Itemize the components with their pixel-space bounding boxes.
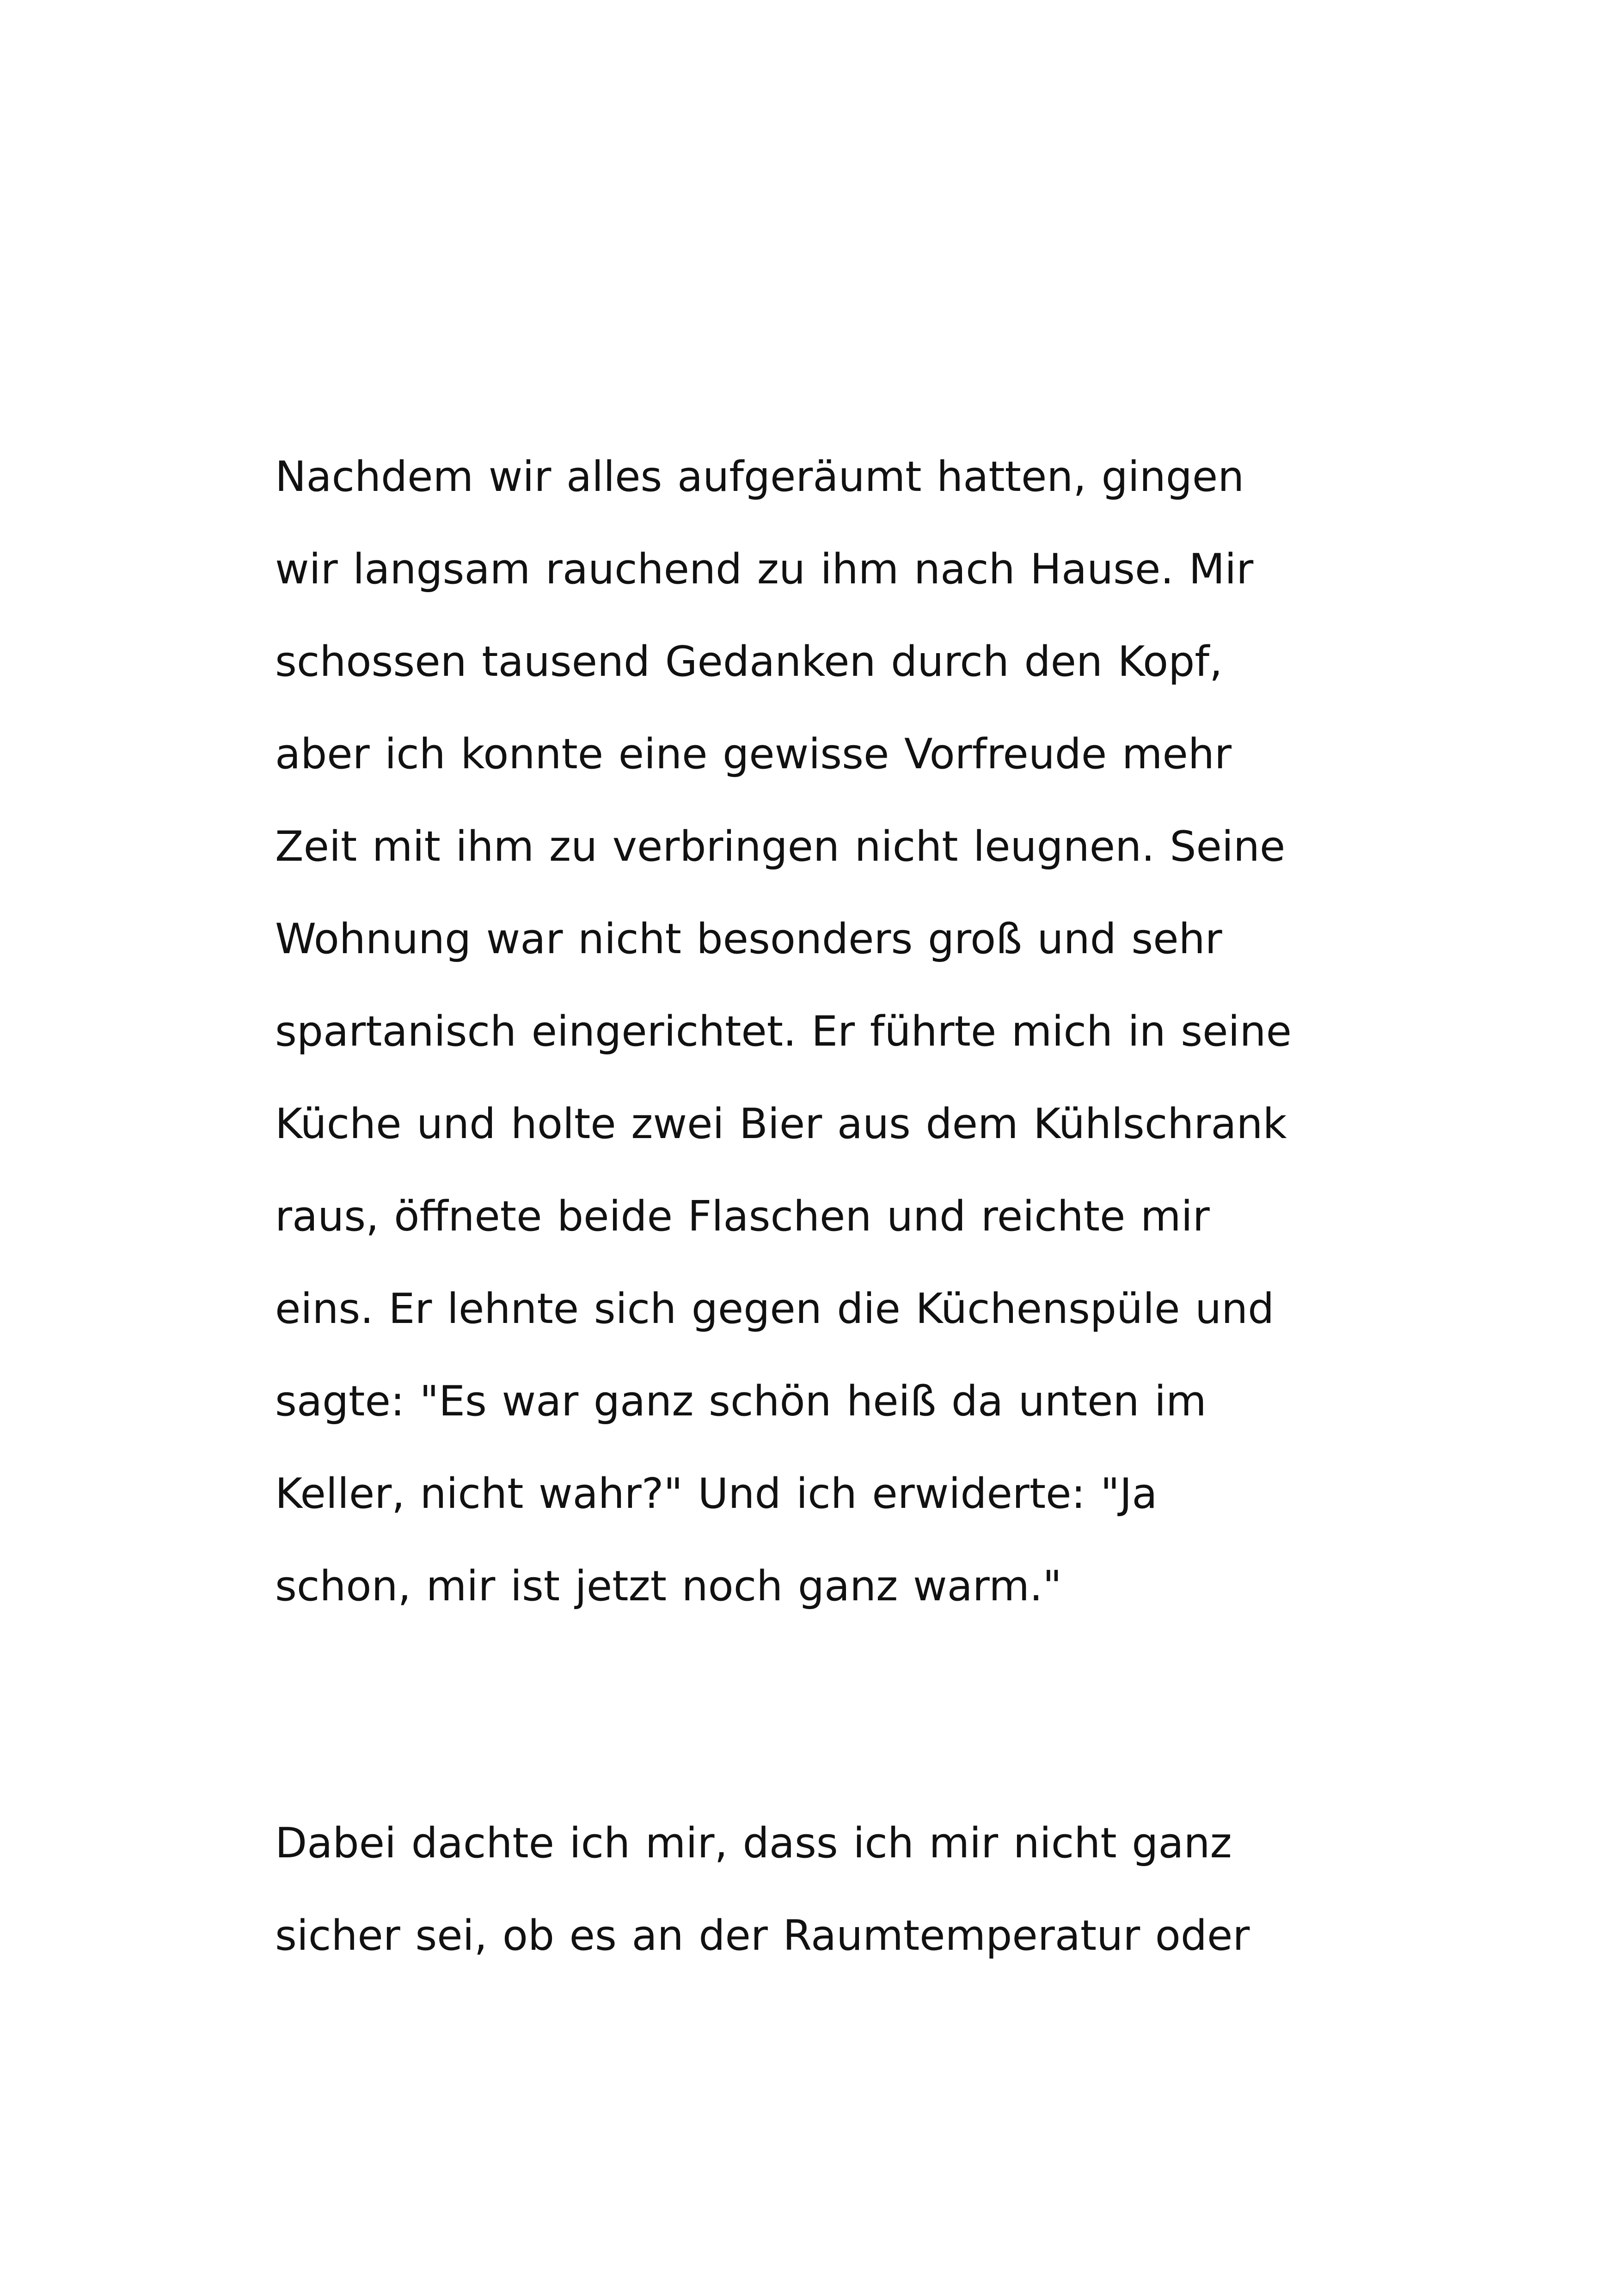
text-line: aber ich konnte eine gewisse Vorfreude mehr xyxy=(275,730,1232,778)
text-line: schossen tausend Gedanken durch den Kopf, xyxy=(275,637,1223,686)
text-line: Dabei dachte ich mir, dass ich mir nicht ganz xyxy=(275,1819,1232,1867)
text-line: schon, mir ist jetzt noch ganz warm." xyxy=(275,1562,1062,1610)
text-line: Wohnung war nicht besonders groß und sehr xyxy=(275,915,1222,963)
text-line: eins. Er lehnte sich gegen die Küchenspüle und xyxy=(275,1285,1275,1333)
text-line: wir langsam rauchend zu ihm nach Hause. Mir xyxy=(275,545,1254,594)
paragraph-2 xyxy=(275,1797,1394,1982)
text-line: Nachdem wir alles aufgeräumt hatten, gingen xyxy=(275,453,1244,501)
text-line: spartanisch eingerichtet. Er führte mich in seine xyxy=(275,1007,1292,1056)
text-line: sagte: "Es war ganz schön heiß da unten im xyxy=(275,1377,1207,1426)
text-line: Küche und holte zwei Bier aus dem Kühlschrank xyxy=(275,1100,1287,1148)
paragraph-1 xyxy=(275,431,1394,1633)
text-line: Zeit mit ihm zu verbringen nicht leugnen. Seine xyxy=(275,822,1286,871)
text-line: raus, öffnete beide Flaschen und reichte mir xyxy=(275,1192,1210,1241)
text-line: Keller, nicht wahr?" Und ich erwiderte: "Ja xyxy=(275,1469,1158,1518)
text-line: sicher sei, ob es an der Raumtemperatur oder xyxy=(275,1911,1250,1960)
